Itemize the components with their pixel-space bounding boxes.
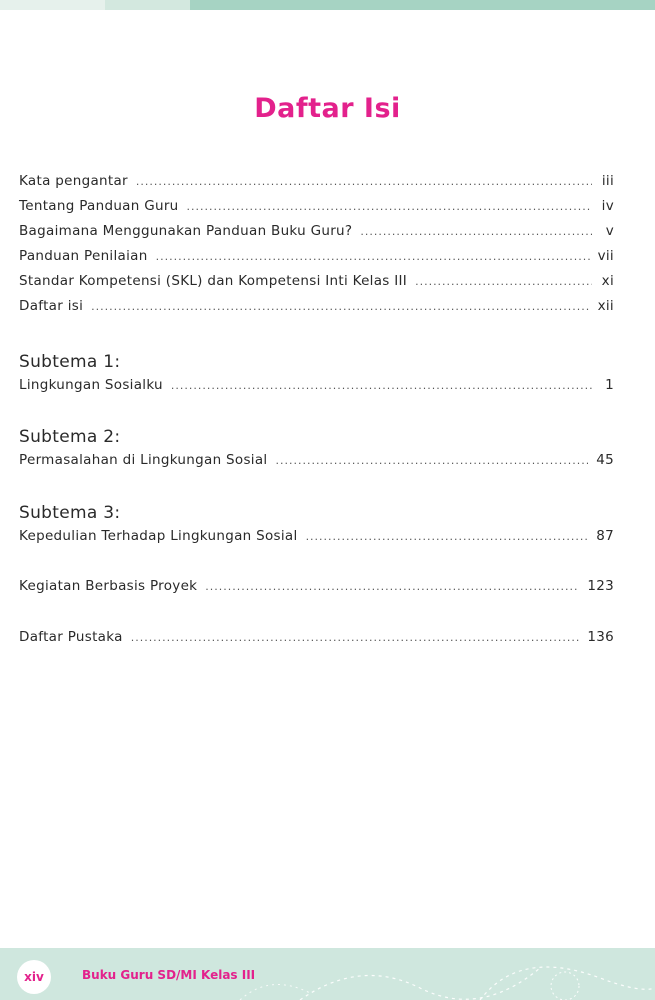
toc-entry-page: vii [597, 248, 614, 264]
toc-entry-label: Kata pengantar [19, 173, 128, 189]
toc-entry-page: v [605, 223, 614, 239]
toc-entry-page: xi [601, 273, 614, 289]
toc-entry-page: 123 [587, 578, 614, 594]
footer-book-title: Buku Guru SD/MI Kelas III [82, 968, 256, 982]
toc-entry-label: Bagaimana Menggunakan Panduan Buku Guru? [19, 223, 353, 239]
toc-entry-page: iv [601, 198, 614, 214]
toc-entry[interactable] [19, 248, 614, 273]
dot-leader [275, 454, 588, 467]
page-footer [0, 948, 655, 1000]
toc-entry-label: Kegiatan Berbasis Proyek [19, 578, 198, 594]
toc-entry[interactable] [19, 198, 614, 223]
dot-leader [306, 530, 589, 543]
toc-entry-label: Panduan Penilaian [19, 248, 148, 264]
toc-subtema-1 [19, 377, 614, 402]
dot-leader [415, 275, 592, 288]
toc-entry-page: iii [601, 173, 614, 189]
toc-entry-page: 87 [596, 528, 614, 544]
toc-entry[interactable] [19, 629, 614, 654]
dot-leader [131, 631, 580, 644]
page-title: Daftar Isi [254, 93, 401, 124]
toc-entry[interactable] [19, 528, 614, 553]
toc-entry-label: Daftar Pustaka [19, 629, 123, 645]
toc-back-matter-1 [19, 578, 614, 603]
toc-front-matter [19, 173, 614, 323]
dot-leader [360, 225, 592, 238]
toc-entry[interactable] [19, 173, 614, 198]
toc-entry[interactable] [19, 273, 614, 298]
toc-subtema-2 [19, 452, 614, 477]
dot-leader [205, 580, 579, 593]
toc-entry-label: Standar Kompetensi (SKL) dan Kompetensi Inti Kelas III [19, 273, 408, 289]
toc-entry-label: Lingkungan Sosialku [19, 377, 163, 393]
toc-entry-label: Permasalahan di Lingkungan Sosial [19, 452, 268, 468]
toc-entry-label: Kepedulian Terhadap Lingkungan Sosial [19, 528, 298, 544]
toc-entry-page: 45 [596, 452, 614, 468]
top-color-bar [0, 0, 655, 10]
toc-entry-page: 136 [587, 629, 614, 645]
top-bar-segment-mid [105, 0, 190, 10]
subtema-2-heading: Subtema 2: [19, 427, 121, 447]
toc-entry[interactable] [19, 578, 614, 603]
page-number-badge: xiv [17, 960, 51, 994]
subtema-1-heading: Subtema 1: [19, 352, 121, 372]
dot-leader [91, 300, 589, 313]
dot-leader [187, 200, 592, 213]
dot-leader [136, 175, 592, 188]
toc-entry[interactable] [19, 452, 614, 477]
toc-entry[interactable] [19, 377, 614, 402]
toc-entry-page: 1 [605, 377, 614, 393]
toc-entry-page: xii [597, 298, 614, 314]
toc-entry-label: Tentang Panduan Guru [19, 198, 179, 214]
toc-subtema-3 [19, 528, 614, 553]
toc-back-matter-2 [19, 629, 614, 654]
toc-entry[interactable] [19, 223, 614, 248]
toc-entry[interactable] [19, 298, 614, 323]
top-bar-segment-dark [190, 0, 655, 10]
dot-leader [156, 250, 590, 263]
subtema-3-heading: Subtema 3: [19, 503, 121, 523]
top-bar-segment-light [0, 0, 105, 10]
dot-leader [171, 379, 592, 392]
toc-entry-label: Daftar isi [19, 298, 84, 314]
